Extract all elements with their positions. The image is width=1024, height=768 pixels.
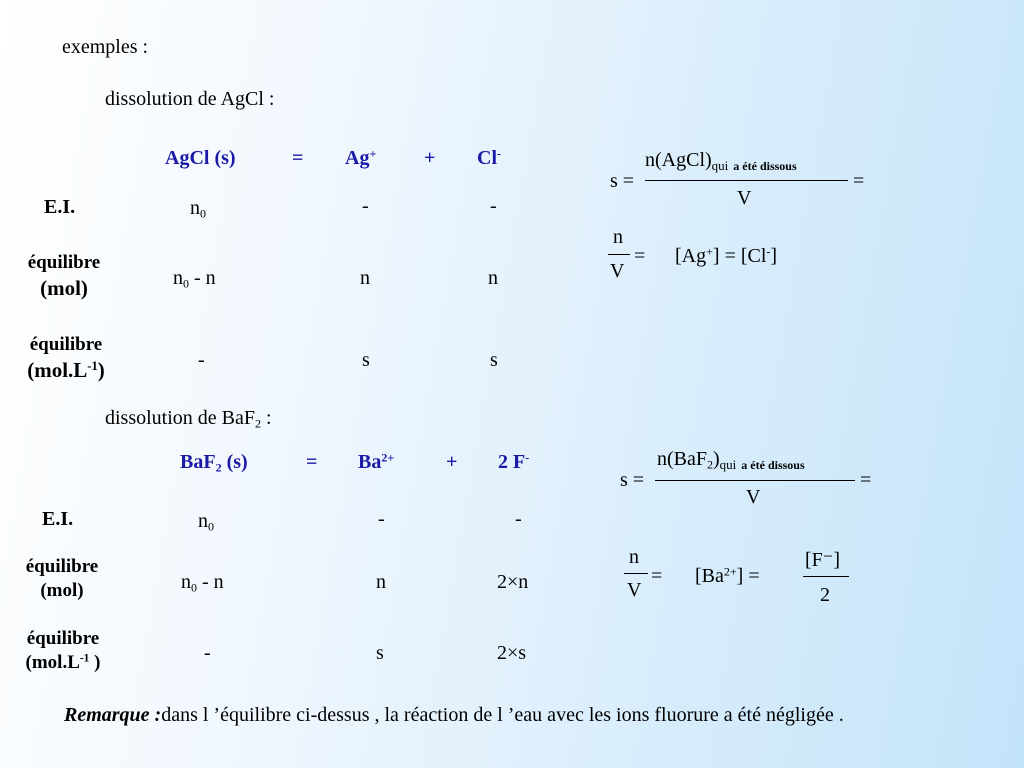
- baf2-reactant: BaF$_2$ (s): [180, 451, 248, 475]
- baf2-nv-bar: [624, 573, 648, 574]
- baf2-s-equals: s =: [620, 469, 645, 491]
- baf2-fraction-bar: [655, 480, 855, 481]
- agcl-ei-label: E.I.: [44, 196, 76, 218]
- agcl-numerator: $n(AgCl)_{qui}$ $_{a été dissous}$: [645, 149, 797, 173]
- baf2-denominator: V: [746, 486, 761, 508]
- baf2-eqmol-reactant: $n_0$ - n: [181, 571, 224, 595]
- baf2-eq2: =: [651, 565, 663, 587]
- agcl-eq2: =: [634, 245, 646, 267]
- remark-text: dans l ’équilibre ci-dessus , la réaction de l ’eau avec les ions fluorure a été négligée .: [161, 704, 844, 726]
- baf2-eqconc-f: 2×s: [497, 642, 527, 664]
- baf2-eqmol-f: 2×n: [497, 571, 529, 593]
- baf2-n-num: n: [629, 546, 639, 568]
- baf2-eqconc-ba: s: [376, 642, 384, 664]
- baf2-eqmol-label: équilibre (mol): [25, 556, 99, 601]
- baf2-ei-label: E.I.: [42, 508, 74, 530]
- agcl-ei-ag: -: [362, 195, 369, 217]
- baf2-ei-ba: -: [378, 508, 385, 530]
- agcl-eqmol-reactant: $n_0$ - n: [173, 267, 216, 291]
- agcl-n-num: n: [613, 226, 623, 248]
- agcl-ion-ag: Ag+: [345, 146, 377, 169]
- agcl-plus: +: [424, 147, 436, 169]
- remark: [64, 702, 984, 729]
- agcl-eqconc-ag: s: [362, 349, 370, 371]
- baf2-plus: +: [446, 451, 458, 473]
- baf2-f-bar: [803, 576, 849, 577]
- baf2-heading: dissolution de BaF$_2$ :: [105, 407, 272, 431]
- baf2-f-num: [F⁻]: [805, 549, 840, 571]
- baf2-numerator: $n(BaF_2)_{qui}$ $_{a été dissous}$: [657, 448, 805, 472]
- baf2-ion-f: 2 F-: [498, 450, 530, 473]
- agcl-trailing-equals: =: [853, 170, 865, 192]
- baf2-trailing-equals: =: [860, 469, 872, 491]
- baf2-eqconc-reactant: -: [204, 642, 211, 664]
- baf2-eqconc-label: équilibre ($mol.L^{-1}$ ): [25, 628, 101, 673]
- agcl-eqconc-reactant: -: [198, 349, 205, 371]
- intro-text: exemples :: [62, 36, 149, 58]
- agcl-reactant: AgCl (s): [165, 147, 236, 169]
- baf2-concentration: $[Ba^{2+}]$ =: [695, 564, 760, 587]
- agcl-fraction-bar: [645, 180, 848, 181]
- baf2-eqmol-ba: n: [376, 571, 386, 593]
- agcl-eqmol-cl: n: [488, 267, 498, 289]
- agcl-nv-bar: [608, 254, 630, 255]
- baf2-ion-ba: $Ba^{2+}$: [358, 450, 395, 473]
- baf2-f-den: 2: [820, 584, 830, 606]
- baf2-ei-f: -: [515, 508, 522, 530]
- agcl-eqconc-cl: s: [490, 349, 498, 371]
- remark-label: Remarque :: [64, 704, 162, 726]
- agcl-ion-cl: Cl-: [477, 146, 501, 169]
- agcl-s-equals: s =: [610, 170, 635, 192]
- agcl-ei-cl: -: [490, 195, 497, 217]
- agcl-denominator: V: [737, 187, 752, 209]
- baf2-ei-n0: $n_0$: [198, 510, 214, 534]
- agcl-ei-n0: $n_0$: [190, 197, 206, 221]
- agcl-heading: dissolution de AgCl :: [105, 88, 275, 110]
- agcl-eqmol-ag: n: [360, 267, 370, 289]
- baf2-equals: =: [306, 451, 318, 473]
- agcl-eqmol-label: équilibre (mol): [27, 252, 101, 300]
- agcl-eqconc-label: équilibre $(mol.L^{-1})$: [27, 334, 105, 382]
- agcl-v-den: V: [610, 260, 625, 282]
- baf2-v-den: V: [627, 579, 642, 601]
- agcl-concentrations: [Ag+] = [Cl-]: [675, 244, 778, 267]
- agcl-equals: =: [292, 147, 304, 169]
